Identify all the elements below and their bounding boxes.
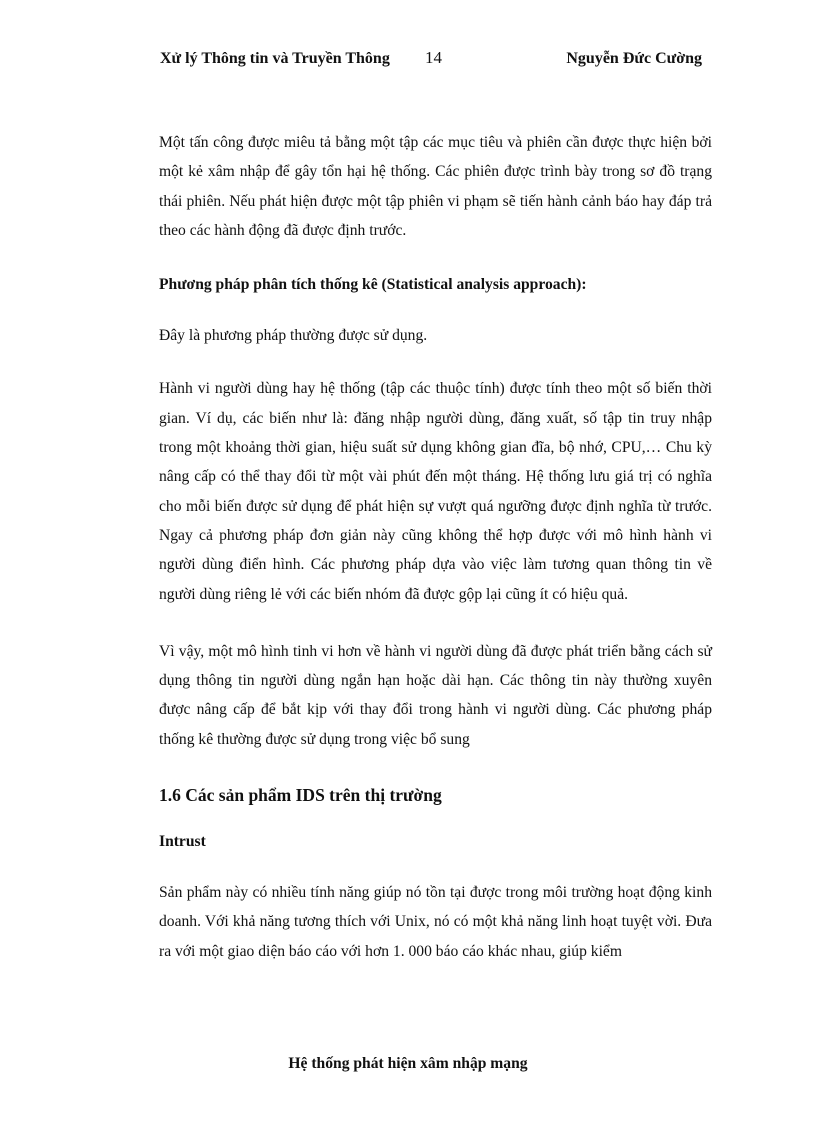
document-body bbox=[159, 128, 712, 994]
paragraph-user-behavior: Hành vi người dùng hay hệ thống (tập các thuộc tính) được tính theo một số biến thời gian. Ví dụ, các biến như là: đăng nhập người dùng, đăng xuất, số tập tin truy nhập trong một khoảng thời gian, hiệu suất sử dụng không gian đĩa, bộ nhớ, CPU,… Chu kỳ nâng cấp có thể thay đổi từ một vài phút đến một tháng. Hệ thống lưu giá trị có nghĩa cho mỗi biến được sử dụng để phát hiện sự vượt quá ngưỡng được định nghĩa từ trước. Ngay cả phương pháp đơn giản này cũng không thể hợp được với mô hình hành vi người dùng điển hình. Các phương pháp dựa vào việc làm tương quan thông tin về người dùng riêng lẻ với các biến nhóm đã được gộp lại cũng ít có hiệu quả. bbox=[159, 380, 712, 603]
header-author: Nguyễn Đức Cường bbox=[566, 50, 702, 67]
header-course-title: Xử lý Thông tin và Truyền Thông bbox=[160, 50, 390, 67]
page-footer: Hệ thống phát hiện xâm nhập mạng bbox=[288, 1055, 528, 1072]
paragraph-sophisticated-model: Vì vậy, một mô hình tinh vi hơn về hành vi người dùng đã được phát triển bằng cách sử dụng thông tin người dùng ngắn hạn hoặc dài hạn. Các thông tin này thường xuyên được nâng cấp để bắt kịp với thay đổi trong hành vi người dùng. Các phương pháp thống kê thường được sử dụng trong việc bổ sung bbox=[159, 642, 712, 748]
subheading-intrust: Intrust bbox=[159, 833, 206, 851]
subheading-statistical-analysis: Phương pháp phân tích thống kê (Statistical analysis approach): bbox=[159, 276, 587, 294]
page-header bbox=[160, 48, 702, 72]
page-number: 14 bbox=[425, 48, 442, 67]
paragraph-common-method: Đây là phương pháp thường được sử dụng. bbox=[159, 327, 428, 345]
paragraph-attack-description: Một tấn công được miêu tả bằng một tập các mục tiêu và phiên cần được thực hiện bởi một kẻ xâm nhập để gây tổn hại hệ thống. Các phiên được trình bày trong sơ đồ trạng thái phiên. Nếu phát hiện được một tập phiên vi phạm sẽ tiến hành cảnh báo hay đáp trả theo các hành động đã được định trước. bbox=[159, 134, 712, 239]
paragraph-intrust-description: Sản phẩm này có nhiều tính năng giúp nó tồn tại được trong môi trường hoạt động kinh doanh. Với khả năng tương thích với Unix, nó có một khả năng linh hoạt tuyệt vời. Đưa ra với một giao diện báo cáo với hơn 1. 000 báo cáo khác nhau, giúp kiểm bbox=[159, 884, 712, 960]
section-title-ids-products: 1.6 Các sản phẩm IDS trên thị trường bbox=[159, 785, 442, 806]
